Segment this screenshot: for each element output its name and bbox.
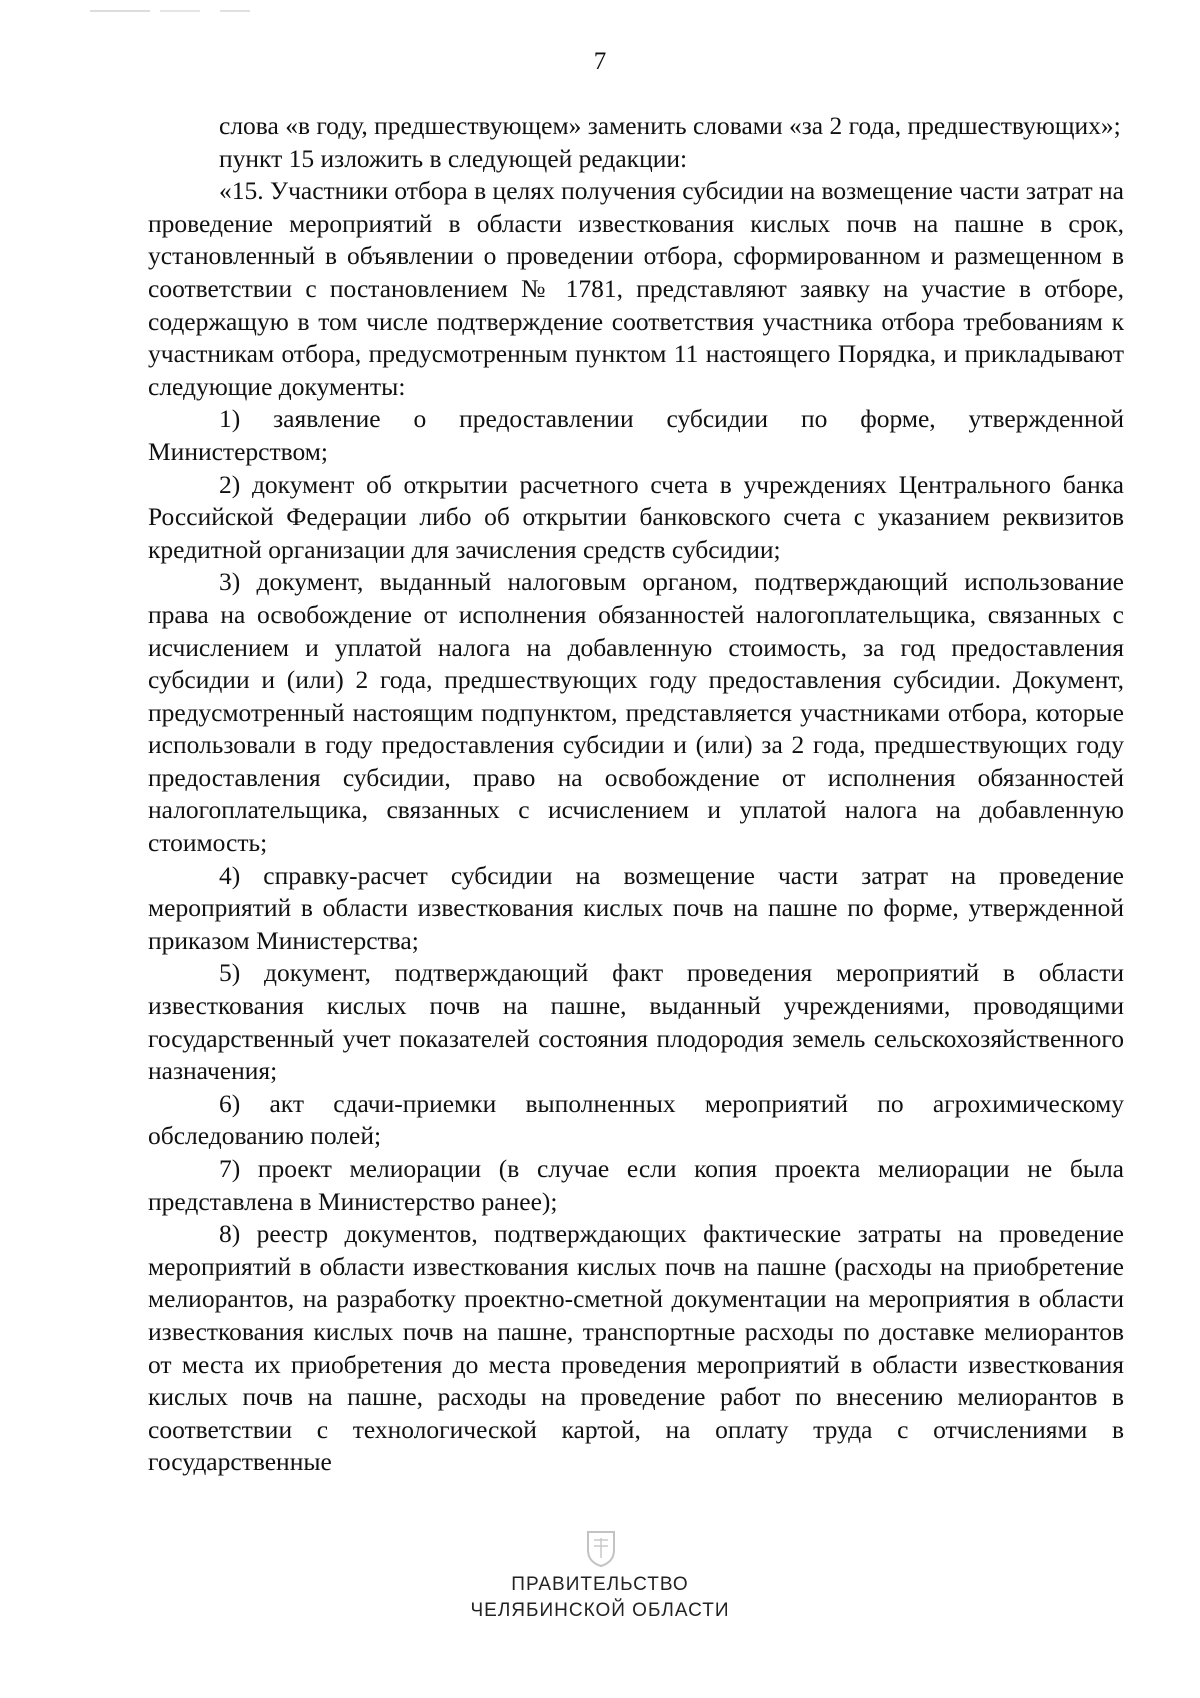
- page-number: 7: [593, 48, 607, 75]
- paragraph-4: 1) заявление о предоставлении субсидии по форме, утвержденной Министерством;: [148, 404, 1124, 466]
- stamp-line-2: ЧЕЛЯБИНСКОЙ ОБЛАСТИ: [470, 1600, 730, 1621]
- scan-artifact: [90, 8, 260, 14]
- coat-of-arms-icon: [584, 1528, 618, 1568]
- government-stamp: [0, 1572, 1200, 1624]
- paragraph-10: 7) проект мелиорации (в случае если копия проекта мелиорации не была представлена в Министерство ранее);: [148, 1154, 1124, 1216]
- paragraph-1: слова «в году, предшествующем» заменить словами «за 2 года, предшествующих»;: [219, 111, 1121, 140]
- paragraph-9: 6) акт сдачи-приемки выполненных мероприятий по агрохимическому обследованию полей;: [148, 1088, 1124, 1151]
- paragraph-3: «15. Участники отбора в целях получения субсидии на возмещение части затрат на проведение мероприятий в области известкования кислых почв на пашне в срок, установленный в объявлении о проведении отбора, сформированном и размещенном в соответствии с постановлением № 1781, представляют заявку на участие в отборе, содержащую в том числе подтверждение соответствия участника отбора требованиям к участникам отбора, предусмотренным пунктом 11 настоящего Порядка, и прикладывают следующие документы:: [148, 176, 1124, 401]
- document-body: [148, 110, 1124, 1479]
- paragraph-2: пункт 15 изложить в следующей редакции:: [219, 143, 688, 173]
- stamp-line-1: ПРАВИТЕЛЬСТВО: [511, 1574, 689, 1595]
- paragraph-5: 2) документ об открытии расчетного счета в учреждениях Центрального банка Российской Федерации либо об открытии банковского счета с указанием реквизитов кредитной организации для зачисления средств субсидии;: [148, 469, 1124, 564]
- paragraph-7: 4) справку-расчет субсидии на возмещение части затрат на проведение мероприятий в области известкования кислых почв на пашне по форме, утвержденной приказом Министерства;: [148, 860, 1124, 955]
- paragraph-6: 3) документ, выданный налоговым органом, подтверждающий использование права на освобождение от исполнения обязанностей налогоплательщика, связанных с исчислением и уплатой налога на добавленную стоимость, за год предоставления субсидии и (или) 2 года, предшествующих году предоставления субсидии. Документ, предусмотренный настоящим подпунктом, представляется участниками отбора, которые использовали в году предоставления субсидии и (или) за 2 года, предшествующих году предоставления субсидии, право на освобождение от исполнения обязанностей налогоплательщика, связанных с исчислением и уплатой налога на добавленную стоимость;: [148, 567, 1124, 858]
- paragraph-11: 8) реестр документов, подтверждающих фактические затраты на проведение мероприятий в области известкования кислых почв на пашне (расходы на приобретение мелиорантов, на разработку проектно-сметной документации на мероприятия в области известкования кислых почв на пашне, транспортные расходы по доставке мелиорантов от места их приобретения до места проведения мероприятий в области известкования кислых почв на пашне, расходы на проведение работ по внесению мелиорантов в соответствии с технологической картой, на оплату труда с отчислениями в государственные: [148, 1219, 1124, 1477]
- paragraph-8: 5) документ, подтверждающий факт проведения мероприятий в области известкования кислых почв на пашне, выданный учреждениями, проводящими государственный учет показателей состояния плодородия земель сельскохозяйственного назначения;: [148, 958, 1124, 1086]
